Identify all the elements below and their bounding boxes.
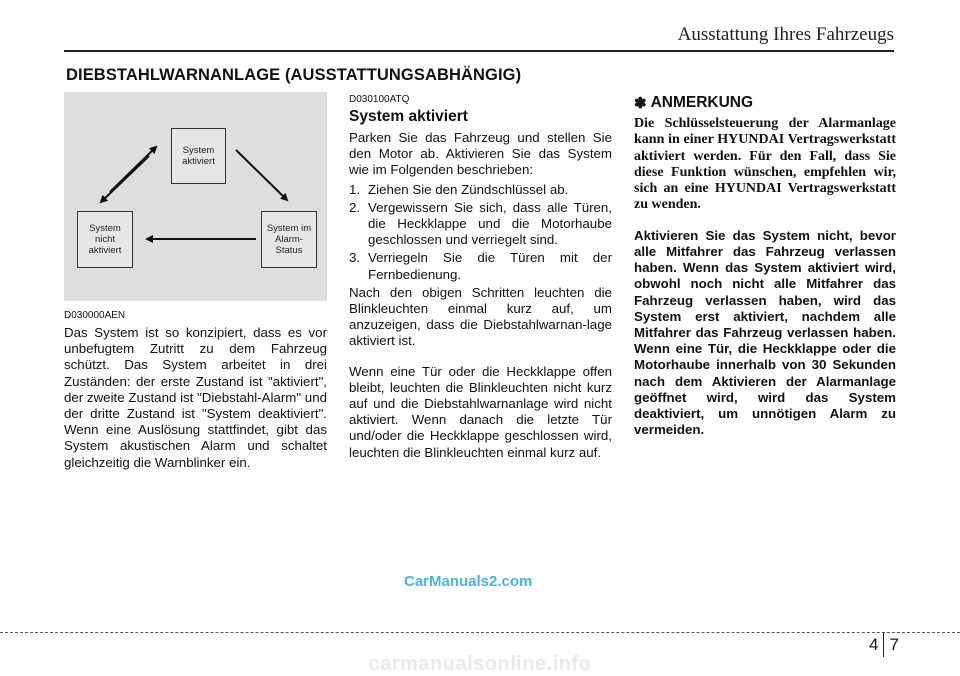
column-3 (634, 92, 896, 438)
watermark-logo: CarManuals2.com (404, 573, 533, 590)
step-item: 3. Verriegeln Sie die Türen mit der Fernbedienung. (349, 250, 612, 282)
header-title: Ausstattung Ihres Fahrzeugs (677, 24, 894, 45)
column-2 (349, 92, 612, 461)
header-rule (64, 50, 894, 52)
note-title: ANMERKUNG (650, 94, 754, 111)
alarm-state-diagram (64, 92, 327, 301)
note-star-icon: ✽ (634, 95, 647, 112)
activation-result: Nach den obigen Schritten leuchten die Blinkleuchten einmal kurz auf, um anzuzeigen, dass die Diebstahlwarnan-lage aktiviert ist. (349, 284, 612, 349)
state-box-not-activated: System nicht aktiviert (77, 211, 133, 268)
section-code: D030100ATQ (349, 94, 410, 105)
intro-paragraph: Das System ist so konzipiert, dass es vor unbefugtem Zutritt zu dem Fahrzeug schützt. Das System arbeitet in drei Zuständen: der erste Zustand ist "aktiviert", der zweite Zustand ist "Diebstahl-Alarm" und der dritte Zustand ist "System deaktiviert". Wenn eine Auslösung stattfindet, gibt das System akustischen Alarm und schaltet gleichzeitig die Warnblinker ein. (64, 325, 327, 470)
note-paragraph: Die Schlüsselsteuerung der Alarmanlage kann in einer HYUNDAI Vertragswerkstatt aktiviert werden. Für den Fall, dass Sie diese Funktion wünschen, empfehlen wir, sich an eine HYUNDAI Vertragswerkstatt zu wenden. (634, 116, 896, 213)
activation-intro: Parken Sie das Fahrzeug und stellen Sie den Motor ab. Aktivieren Sie das System wie im Folgenden beschrieben: (349, 130, 612, 178)
chapter-number: 4 (869, 635, 879, 654)
page-index: 7 (889, 635, 899, 654)
subsection-heading: System aktiviert (349, 108, 468, 125)
arrow-top-to-right (236, 150, 287, 200)
footer-rule (0, 632, 960, 633)
door-open-paragraph: Wenn eine Tür oder die Heckklappe offen bleibt, leuchten die Blinkleuchten nicht kurz auf und die Diebstahlwarnanlage wird nicht aktiviert. Wenn danach die letzte Tür und/oder die Heckklappe geschlossen wird, leuchten die Blinkleuchten einmal kurz auf. (349, 363, 612, 460)
bottom-watermark: carmanualsonline.info (368, 652, 592, 675)
column-1 (64, 92, 327, 471)
section-title: DIEBSTAHLWARNANLAGE (AUSSTATTUNGSABHÄNGIG) (66, 66, 522, 84)
state-box-activated: System aktiviert (171, 128, 226, 184)
section-code: D030000AEN (64, 310, 126, 321)
step-item: 2. Vergewissern Sie sich, dass alle Türen, die Heckklappe und die Motorhaube geschlossen und verriegelt sind. (349, 199, 612, 248)
diagram-arrows (64, 92, 327, 301)
activation-steps (349, 182, 612, 283)
arrow-top-to-left (101, 156, 149, 202)
step-item: 1. Ziehen Sie den Zündschlüssel ab. (349, 181, 569, 197)
arrow-left-to-top (110, 147, 156, 192)
state-box-alarm: System im Alarm- Status (261, 211, 317, 268)
warning-paragraph: Aktivieren Sie das System nicht, bevor alle Mitfahrer das Fahrzeug verlassen haben. Wenn das System aktiviert wird, obwohl noch nicht alle Mitfahrer das Fahrzeug verlassen haben, wird das System erst aktiviert, nachdem alle Mitfahrer das Fahrzeug verlassen haben. Wenn eine Tür, die Heckklappe oder die Motorhaube innerhalb von 30 Sekunden nach dem Aktivieren der Alarmanlage geöffnet wird, wird das System deaktiviert, um unnötigen Alarm zu vermeiden. (634, 227, 896, 438)
note-heading (634, 94, 896, 112)
